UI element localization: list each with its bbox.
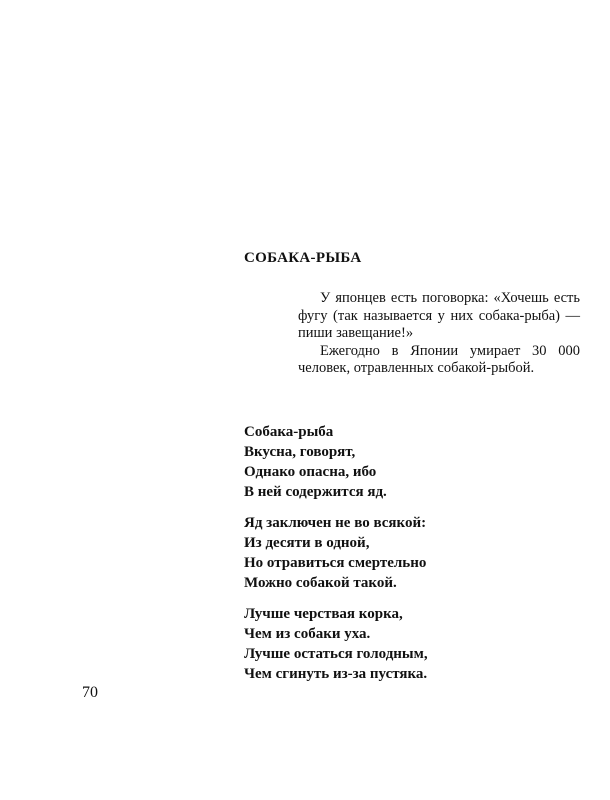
poem-line: Вкусна, говорят,	[244, 444, 356, 460]
stanza-1	[244, 422, 428, 502]
poem-line: Можно собакой такой.	[244, 575, 397, 591]
stanza-3	[244, 604, 428, 684]
poem-body	[244, 422, 428, 695]
page-number: 70	[82, 684, 98, 701]
poem-line: Лучше черствая корка,	[244, 606, 403, 622]
poem-line: Лучше остаться голодным,	[244, 646, 428, 662]
poem-line: Чем из собаки уха.	[244, 626, 371, 642]
poem-line: Собака-рыба	[244, 424, 334, 440]
epigraph-paragraph-1: У японцев есть поговорка: «Хочешь есть фугу (так называется у них собака-рыба) — пиши завещание!»	[298, 290, 580, 341]
stanza-2	[244, 513, 428, 593]
poem-line: В ней содержится яд.	[244, 484, 387, 500]
poem-line: Яд заключен не во всякой:	[244, 515, 427, 531]
poem-line: Однако опасна, ибо	[244, 464, 377, 480]
poem-title: СОБАКА-РЫБА	[244, 250, 362, 266]
epigraph	[298, 290, 580, 378]
poem-line: Чем сгинуть из-за пустяка.	[244, 666, 428, 682]
poem-line: Но отравиться смертельно	[244, 555, 427, 571]
epigraph-paragraph-2: Ежегодно в Японии умирает 30 000 человек, отравленных собакой-рыбой.	[298, 342, 580, 376]
poem-line: Из десяти в одной,	[244, 535, 370, 551]
